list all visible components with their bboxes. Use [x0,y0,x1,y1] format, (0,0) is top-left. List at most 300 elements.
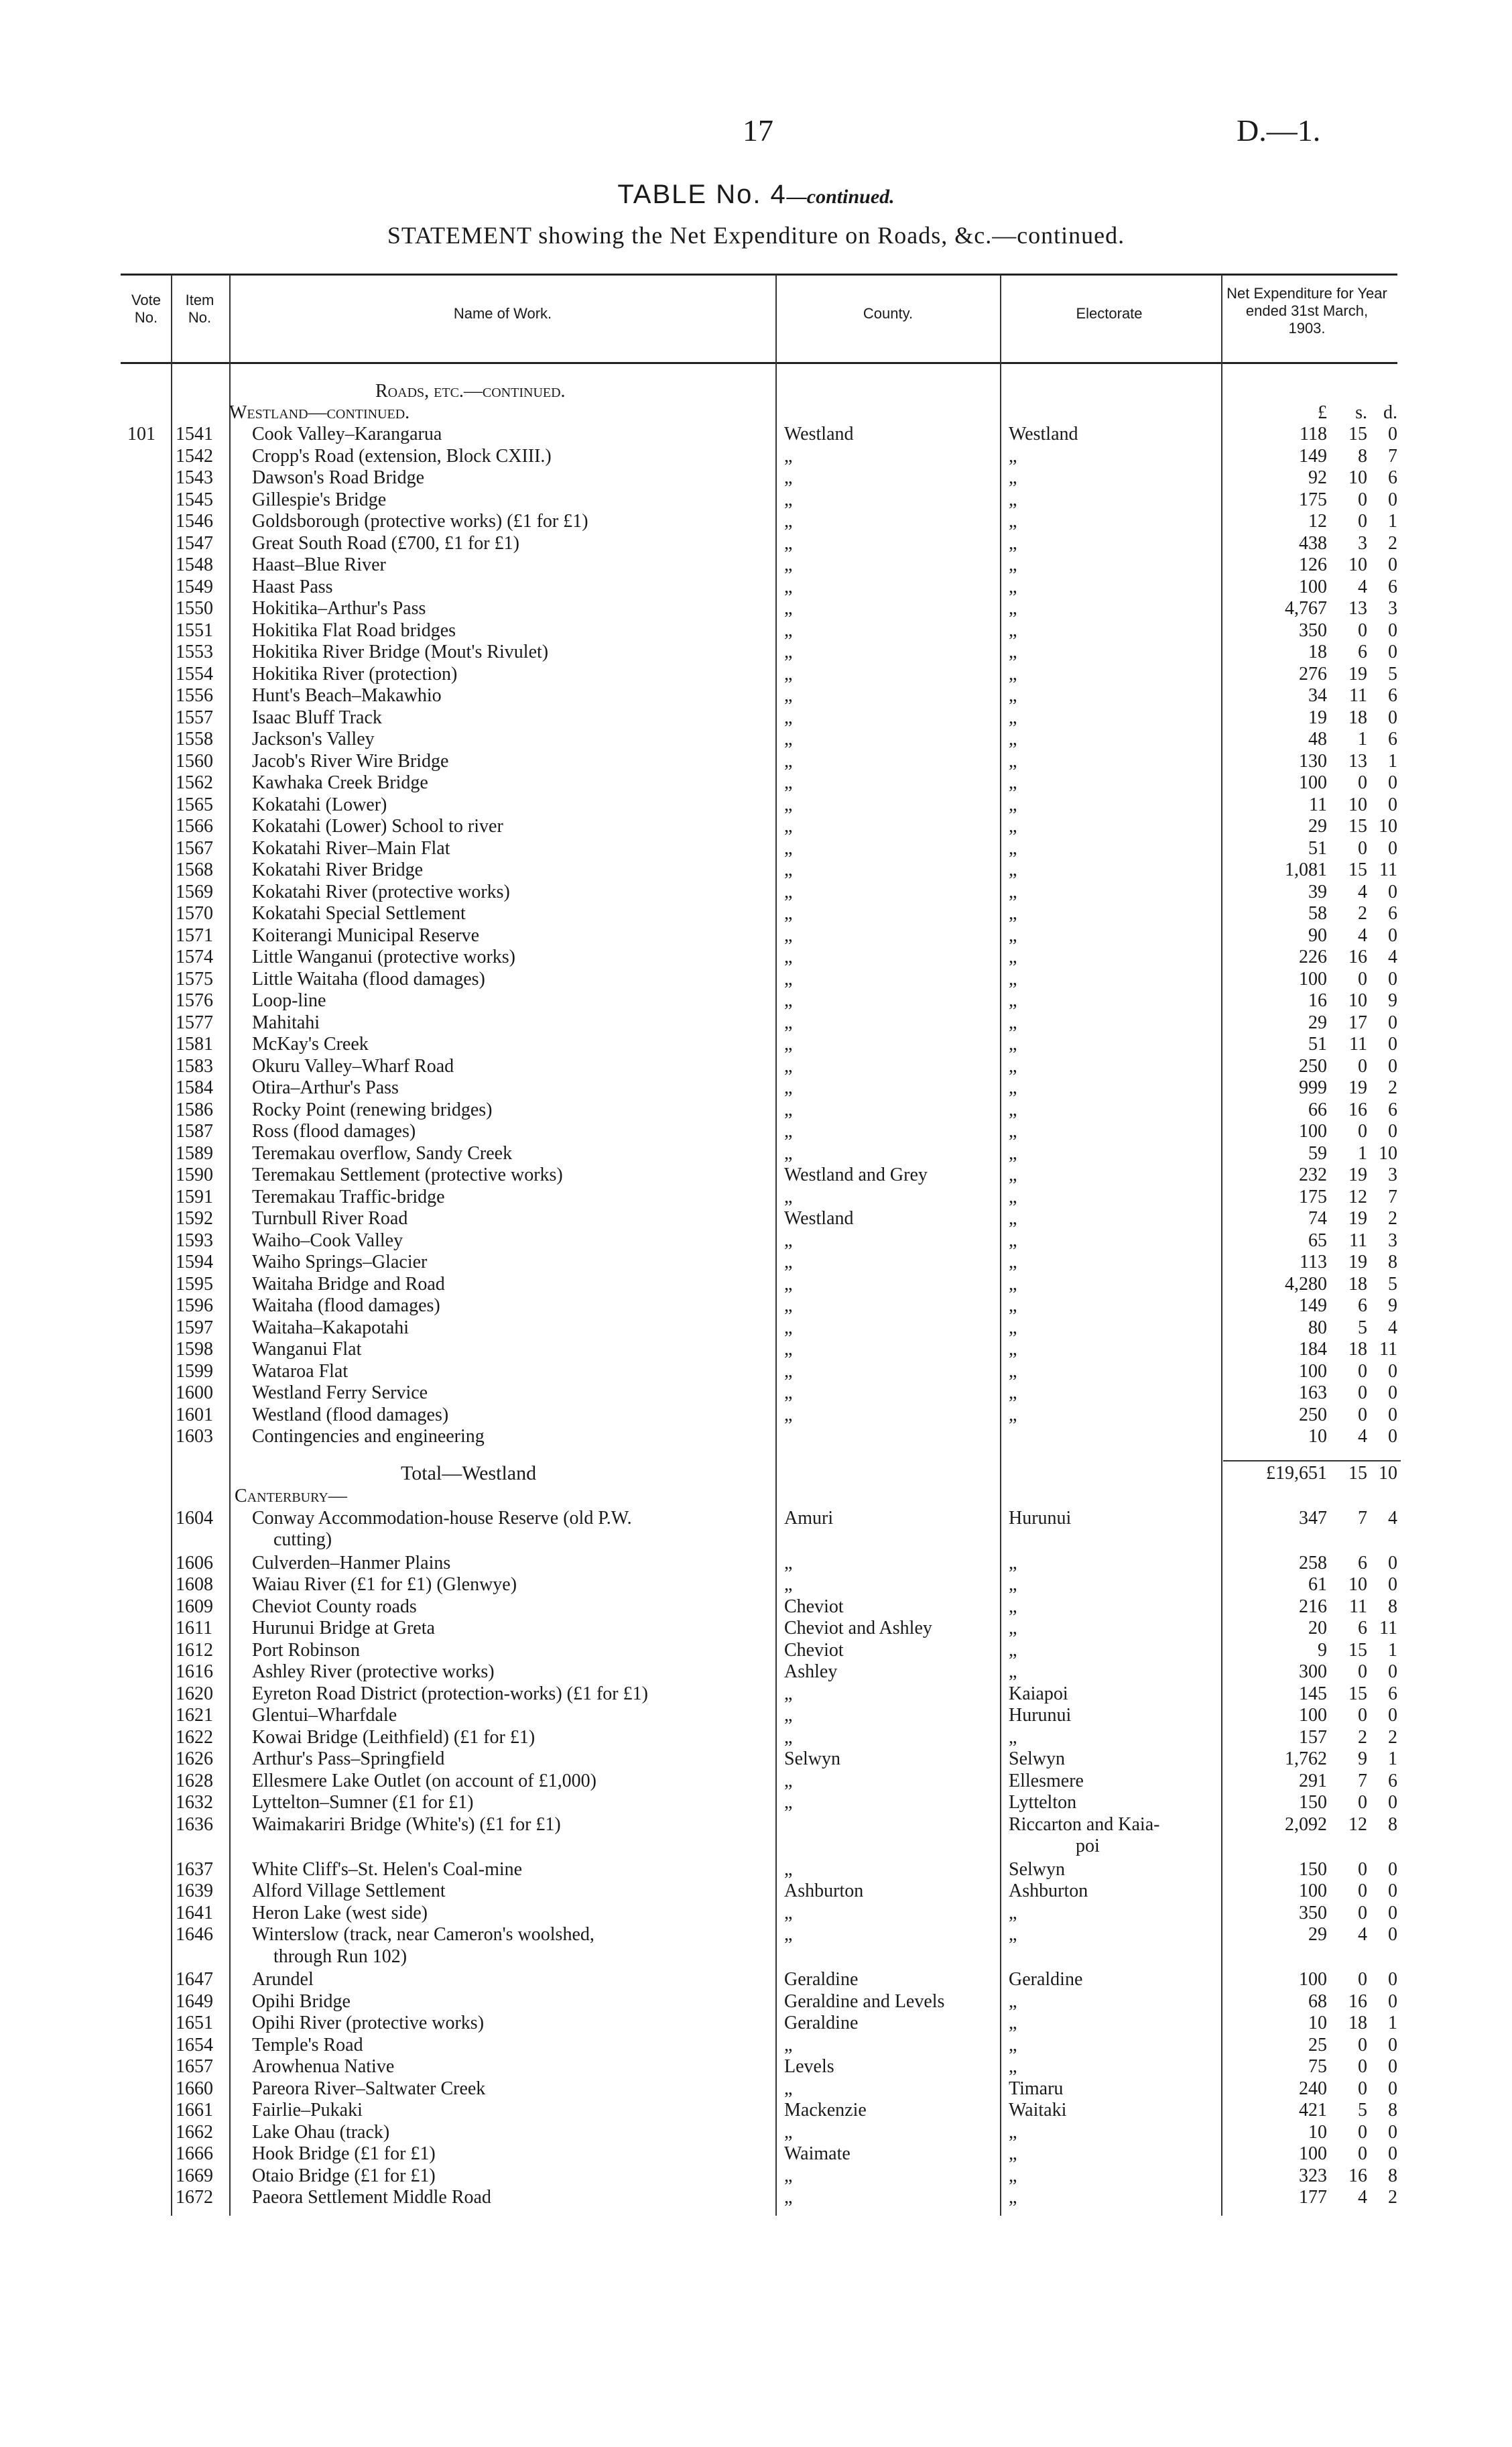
electorate: „ [1009,1121,1017,1142]
amount-shillings: 0 [1358,837,1367,859]
amount-pence: 0 [1388,1404,1397,1425]
table-label: TABLE No. 4 [617,180,787,209]
amount-pounds: 175 [1299,489,1327,510]
item-number: 1666 [176,2143,213,2164]
item-number: 1603 [176,1426,213,1447]
county: „ [784,642,793,662]
electorate: „ [1009,2143,1017,2164]
electorate: „ [1009,1661,1017,1682]
work-name: Waitaha Bridge and Road [252,1273,445,1295]
amount-shillings: 0 [1358,2121,1367,2143]
electorate: „ [1009,445,1017,467]
amount-pounds: 4,280 [1285,1273,1327,1295]
amount-pence: 0 [1388,1902,1397,1923]
work-name: Waiau River (£1 for £1) (Glenwye) [252,1574,517,1595]
header-top-rule [121,274,1397,276]
electorate: „ [1009,1639,1017,1661]
amount-pounds: 100 [1299,968,1327,990]
item-number: 1546 [176,511,213,532]
amount-shillings: 9 [1358,1748,1367,1769]
amount-pence: 1 [1388,1639,1397,1661]
county: „ [784,1034,793,1055]
amount-pence: 0 [1388,1360,1397,1382]
vote-number: 101 [127,424,155,444]
electorate: „ [1009,1317,1017,1338]
work-name: Arowhenua Native [252,2056,395,2077]
work-name: Waiho Springs–Glacier [252,1252,428,1272]
amount-shillings: 11 [1349,685,1367,706]
amount-pence: 8 [1388,1813,1397,1835]
county: Selwyn [784,1748,840,1769]
item-number: 1647 [176,1969,213,1990]
amount-shillings: 10 [1348,554,1367,575]
county: „ [784,1360,793,1382]
item-number: 1639 [176,1881,213,1901]
amount-pence: 0 [1388,968,1397,990]
work-name: Pareora River–Saltwater Creek [252,2078,486,2099]
county: Westland [784,424,854,444]
work-name: Okuru Valley–Wharf Road [252,1055,454,1077]
county: „ [784,1186,793,1207]
work-name: Waitaha–Kakapotahi [252,1317,410,1338]
item-number: 1657 [176,2056,213,2077]
amount-shillings: 19 [1348,1077,1367,1098]
amount-pence: 4 [1388,1317,1397,1338]
amount-shillings: 18 [1348,707,1367,728]
amount-shillings: 4 [1358,1924,1367,1945]
county: „ [784,1726,793,1748]
amount-pence: 0 [1388,1705,1397,1726]
amount-pounds: 65 [1308,1230,1327,1251]
amount-pence: 4 [1388,1507,1397,1529]
work-name: Westland (flood damages) [252,1404,449,1425]
electorate: „ [1009,1924,1017,1945]
amount-pounds: 347 [1299,1507,1327,1529]
amount-pence: 0 [1388,794,1397,815]
amount-pence: 7 [1388,445,1397,467]
electorate: Westland [1009,424,1078,444]
amount-pence: 1 [1388,511,1397,532]
electorate: „ [1009,642,1017,662]
electorate: Ashburton [1009,1881,1088,1901]
electorate: „ [1009,1273,1017,1295]
electorate: Geraldine [1009,1969,1083,1990]
amount-pounds: 999 [1299,1077,1327,1098]
amount-shillings: 0 [1358,2078,1367,2099]
county: „ [784,772,793,793]
amount-pounds: 113 [1300,1252,1327,1272]
electorate: Hurunui [1009,1705,1072,1726]
work-name: Teremakau Settlement (protective works) [252,1165,563,1185]
amount-pounds: 58 [1308,903,1327,924]
item-number: 1570 [176,903,213,924]
work-name: Lake Ohau (track) [252,2121,390,2143]
work-name: Hook Bridge (£1 for £1) [252,2143,436,2164]
amount-pounds: 9 [1318,1639,1327,1661]
col-header-net-expenditure: Net Expenditure for Year ended 31st March, 1903. [1226,285,1387,337]
item-number: 1649 [176,1990,213,2012]
amount-shillings: 0 [1358,1881,1367,1901]
work-name: Kokatahi Special Settlement [252,903,466,924]
amount-pence: 5 [1388,663,1397,684]
amount-pounds: 232 [1299,1165,1327,1185]
amount-pounds: 19 [1308,707,1327,728]
county: „ [784,1295,793,1316]
electorate: „ [1009,598,1017,619]
amount-shillings: 6 [1358,1618,1367,1638]
work-name: Cheviot County roads [252,1596,417,1617]
work-name: Lyttelton–Sumner (£1 for £1) [252,1792,474,1813]
item-number: 1593 [176,1230,213,1251]
county: „ [784,924,793,946]
amount-pence: 0 [1388,2056,1397,2077]
item-number: 1646 [176,1924,213,1945]
electorate: „ [1009,2165,1017,2186]
item-number: 1549 [176,576,213,597]
work-name: Wanganui Flat [252,1339,362,1360]
county: „ [784,1252,793,1272]
electorate: Waitaki [1009,2100,1067,2121]
amount-shillings: 0 [1358,1792,1367,1813]
amount-pence: 0 [1388,642,1397,662]
amount-shillings: 0 [1358,2034,1367,2055]
electorate: „ [1009,816,1017,837]
electorate: „ [1009,729,1017,750]
amount-shillings: 1 [1358,1142,1367,1164]
work-name: Hokitika Flat Road bridges [252,619,456,641]
county: Ashburton [784,1881,864,1901]
amount-pounds: 1,762 [1285,1748,1327,1769]
amount-pence: 8 [1388,1596,1397,1617]
electorate: „ [1009,794,1017,815]
electorate: „ [1009,1099,1017,1120]
amount-pence: 0 [1388,837,1397,859]
amount-pence: 8 [1388,2165,1397,2186]
col-header-electorate: Electorate [1076,305,1143,322]
amount-pence: 0 [1388,1924,1397,1945]
county: „ [784,729,793,750]
amount-pence: 0 [1388,1969,1397,1990]
electorate: „ [1009,576,1017,597]
amount-pence: 0 [1388,554,1397,575]
electorate: „ [1009,859,1017,880]
electorate: Ellesmere [1009,1770,1084,1791]
item-number: 1616 [176,1661,213,1682]
amount-pounds: 61 [1308,1574,1327,1595]
amount-pence: 6 [1388,685,1397,706]
amount-shillings: 18 [1348,1339,1367,1360]
electorate: „ [1009,1726,1017,1748]
amount-pounds: 66 [1308,1099,1327,1120]
amount-shillings: 6 [1358,1552,1367,1573]
electorate: „ [1009,1596,1017,1617]
amount-shillings: 18 [1348,1273,1367,1295]
amount-shillings: 2 [1358,1726,1367,1748]
amount-pence: 8 [1388,2100,1397,2121]
amount-shillings: 6 [1358,1295,1367,1316]
amount-shillings: 0 [1358,1121,1367,1142]
amount-pence: 0 [1388,619,1397,641]
electorate: Kaiapoi [1009,1683,1068,1704]
electorate: „ [1009,1208,1017,1229]
amount-shillings: 17 [1348,1012,1367,1033]
amount-pence: 0 [1388,1881,1397,1901]
county: „ [784,511,793,532]
amount-pounds: 100 [1299,2143,1327,2164]
amount-shillings: 2 [1358,903,1367,924]
amount-shillings: 0 [1358,511,1367,532]
electorate: „ [1009,663,1017,684]
amount-pounds: 216 [1299,1596,1327,1617]
electorate: „ [1009,1186,1017,1207]
amount-shillings: 8 [1358,445,1367,467]
county: „ [784,1792,793,1813]
county: Waimate [784,2143,850,2164]
amount-shillings: 16 [1348,2165,1367,2186]
work-name: Temple's Road [252,2034,363,2055]
section-heading: Westland—continued. [229,402,410,423]
county: „ [784,816,793,837]
item-number: 1557 [176,707,213,728]
amount-shillings: 0 [1358,1661,1367,1682]
amount-pence: 0 [1388,424,1397,444]
county: Westland [784,1208,854,1229]
electorate: „ [1009,837,1017,859]
county: „ [784,881,793,902]
amount-shillings: 19 [1348,1252,1367,1272]
electorate: „ [1009,1230,1017,1251]
work-name: White Cliff's–St. Helen's Coal-mine [252,1858,523,1880]
amount-shillings: 0 [1358,619,1367,641]
electorate: „ [1009,2187,1017,2208]
work-name: Isaac Bluff Track [252,707,382,728]
amount-shillings: 10 [1348,467,1367,488]
electorate: Timaru [1009,2078,1064,2099]
total-label: Total—Westland [401,1461,537,1484]
total-rule [1223,1460,1401,1461]
amount-pence: 0 [1388,1792,1397,1813]
county: Levels [784,2056,834,2077]
county: „ [784,532,793,554]
electorate: „ [1009,1574,1017,1595]
amount-pence: 0 [1388,489,1397,510]
county: „ [784,1683,793,1704]
amount-pence: 6 [1388,729,1397,750]
electorate: Selwyn [1009,1748,1065,1769]
county: „ [784,947,793,967]
item-number: 1581 [176,1034,213,1055]
amount-pence: 1 [1388,1748,1397,1769]
county: „ [784,554,793,575]
work-name: Mahitahi [252,1012,320,1033]
work-name: Kawhaka Creek Bridge [252,772,428,793]
work-name: Kowai Bridge (Leithfield) (£1 for £1) [252,1726,536,1748]
electorate: „ [1009,619,1017,641]
amount-pence: 2 [1388,1726,1397,1748]
col-header-county: County. [863,305,914,322]
amount-shillings: 19 [1348,1165,1367,1185]
amount-pence: 7 [1388,1186,1397,1207]
county: „ [784,467,793,488]
item-number: 1562 [176,772,213,793]
item-number: 1566 [176,816,213,837]
item-number: 1612 [176,1639,213,1661]
amount-pounds: 2,092 [1285,1813,1327,1835]
amount-pounds: 177 [1299,2187,1327,2208]
electorate: „ [1009,1252,1017,1272]
amount-shillings: 0 [1358,772,1367,793]
work-name: Hokitika–Arthur's Pass [252,598,426,619]
total-pounds: £19,651 [1266,1462,1327,1484]
work-name: Otira–Arthur's Pass [252,1077,399,1098]
amount-pounds: 100 [1299,1121,1327,1142]
amount-pounds: 34 [1308,685,1327,706]
item-number: 1620 [176,1683,213,1704]
amount-pence: 1 [1388,2013,1397,2033]
work-name-continued: through Run 102) [273,1946,407,1967]
county: „ [784,990,793,1011]
electorate: „ [1009,1382,1017,1403]
amount-pence: 11 [1379,1339,1397,1360]
amount-shillings: 15 [1348,816,1367,837]
work-name: Winterslow (track, near Cameron's woolshed, [252,1924,594,1945]
item-number: 1542 [176,445,213,467]
county: „ [784,576,793,597]
item-number: 1636 [176,1813,213,1835]
amount-shillings: 15 [1348,424,1367,444]
amount-pounds: 1,081 [1285,859,1327,880]
county: „ [784,707,793,728]
county: „ [784,1705,793,1726]
work-name: Haast–Blue River [252,554,386,575]
amount-shillings: 15 [1348,859,1367,880]
amount-shillings: 0 [1358,1404,1367,1425]
amount-pence: 3 [1388,1230,1397,1251]
amount-pence: 0 [1388,2143,1397,2164]
electorate: „ [1009,1034,1017,1055]
work-name: Contingencies and engineering [252,1426,485,1447]
amount-pounds: 100 [1299,1881,1327,1901]
amount-shillings: 19 [1348,663,1367,684]
amount-pounds: 438 [1299,532,1327,554]
amount-shillings: 5 [1358,1317,1367,1338]
electorate: „ [1009,1902,1017,1923]
electorate: „ [1009,990,1017,1011]
section-heading: Roads, etc.—continued. [375,381,566,402]
item-number: 1651 [176,2013,213,2033]
item-number: 1541 [176,424,213,444]
county: „ [784,837,793,859]
item-number: 1568 [176,859,213,880]
amount-shillings: 0 [1358,1360,1367,1382]
work-name: Kokatahi River Bridge [252,859,424,880]
work-name: Hunt's Beach–Makawhio [252,685,442,706]
item-number: 1594 [176,1252,213,1272]
amount-pence: 10 [1379,816,1397,837]
work-name-continued: cutting) [273,1529,332,1550]
amount-pounds: 10 [1308,2013,1327,2033]
amount-shillings: 4 [1358,924,1367,946]
work-name: Conway Accommodation-house Reserve (old P.W. [252,1507,632,1529]
amount-pence: 0 [1388,1661,1397,1682]
item-number: 1586 [176,1099,213,1120]
amount-pounds: 39 [1308,881,1327,902]
county: „ [784,1121,793,1142]
amount-pence: 6 [1388,1770,1397,1791]
amount-pounds: 350 [1299,1902,1327,1923]
electorate: „ [1009,532,1017,554]
document-reference: D.—1. [1237,113,1321,147]
amount-pounds: 68 [1308,1990,1327,2012]
work-name: Westland Ferry Service [252,1382,428,1403]
item-number: 1556 [176,685,213,706]
electorate: „ [1009,947,1017,967]
item-number: 1584 [176,1077,213,1098]
work-name: Cropp's Road (extension, Block CXIII.) [252,445,552,467]
section-heading: Canterbury— [235,1486,347,1506]
work-name: Waimakariri Bridge (White's) (£1 for £1) [252,1813,561,1835]
col-header-item: Item No. [185,292,214,326]
item-number: 1599 [176,1360,213,1382]
item-number: 1548 [176,554,213,575]
amount-shillings: 1 [1358,729,1367,750]
header-bottom-rule [121,362,1397,364]
county: „ [784,859,793,880]
work-name: Loop-line [252,990,326,1011]
item-number: 1604 [176,1507,213,1529]
item-number: 1672 [176,2187,213,2208]
amount-shillings: 0 [1358,2056,1367,2077]
work-name: Eyreton Road District (protection-works) (£1 for £1) [252,1683,648,1704]
amount-pence: 10 [1379,1142,1397,1164]
electorate: Riccarton and Kaia- [1009,1813,1160,1835]
amount-pounds: 175 [1299,1186,1327,1207]
column-divider [1000,275,1001,2216]
amount-shillings: 0 [1358,489,1367,510]
county: Cheviot [784,1639,844,1661]
work-name: Paeora Settlement Middle Road [252,2187,491,2208]
amount-pounds: 291 [1299,1770,1327,1791]
work-name: McKay's Creek [252,1034,369,1055]
col-header-vote: Vote No. [131,292,162,326]
work-name: Ross (flood damages) [252,1121,416,1142]
item-number: 1571 [176,924,213,946]
item-number: 1577 [176,1012,213,1033]
amount-pounds: 100 [1299,1360,1327,1382]
item-number: 1576 [176,990,213,1011]
amount-shillings: 10 [1348,990,1367,1011]
county: Cheviot and Ashley [784,1618,932,1638]
work-name: Otaio Bridge (£1 for £1) [252,2165,436,2186]
amount-shillings: 15 [1348,1683,1367,1704]
item-number: 1621 [176,1705,213,1726]
county: „ [784,968,793,990]
amount-pounds: 92 [1308,467,1327,488]
amount-pence: 4 [1388,947,1397,967]
amount-pounds: 145 [1299,1683,1327,1704]
work-name: Hurunui Bridge at Greta [252,1618,435,1638]
amount-pounds: 51 [1308,837,1327,859]
amount-pence: 3 [1388,598,1397,619]
item-number: 1654 [176,2034,213,2055]
electorate: „ [1009,2034,1017,2055]
electorate: „ [1009,489,1017,510]
amount-pence: 0 [1388,1012,1397,1033]
amount-pence: 1 [1388,750,1397,772]
work-name: Koiterangi Municipal Reserve [252,924,480,946]
amount-pence: 0 [1388,1552,1397,1573]
amount-shillings: 11 [1349,1034,1367,1055]
